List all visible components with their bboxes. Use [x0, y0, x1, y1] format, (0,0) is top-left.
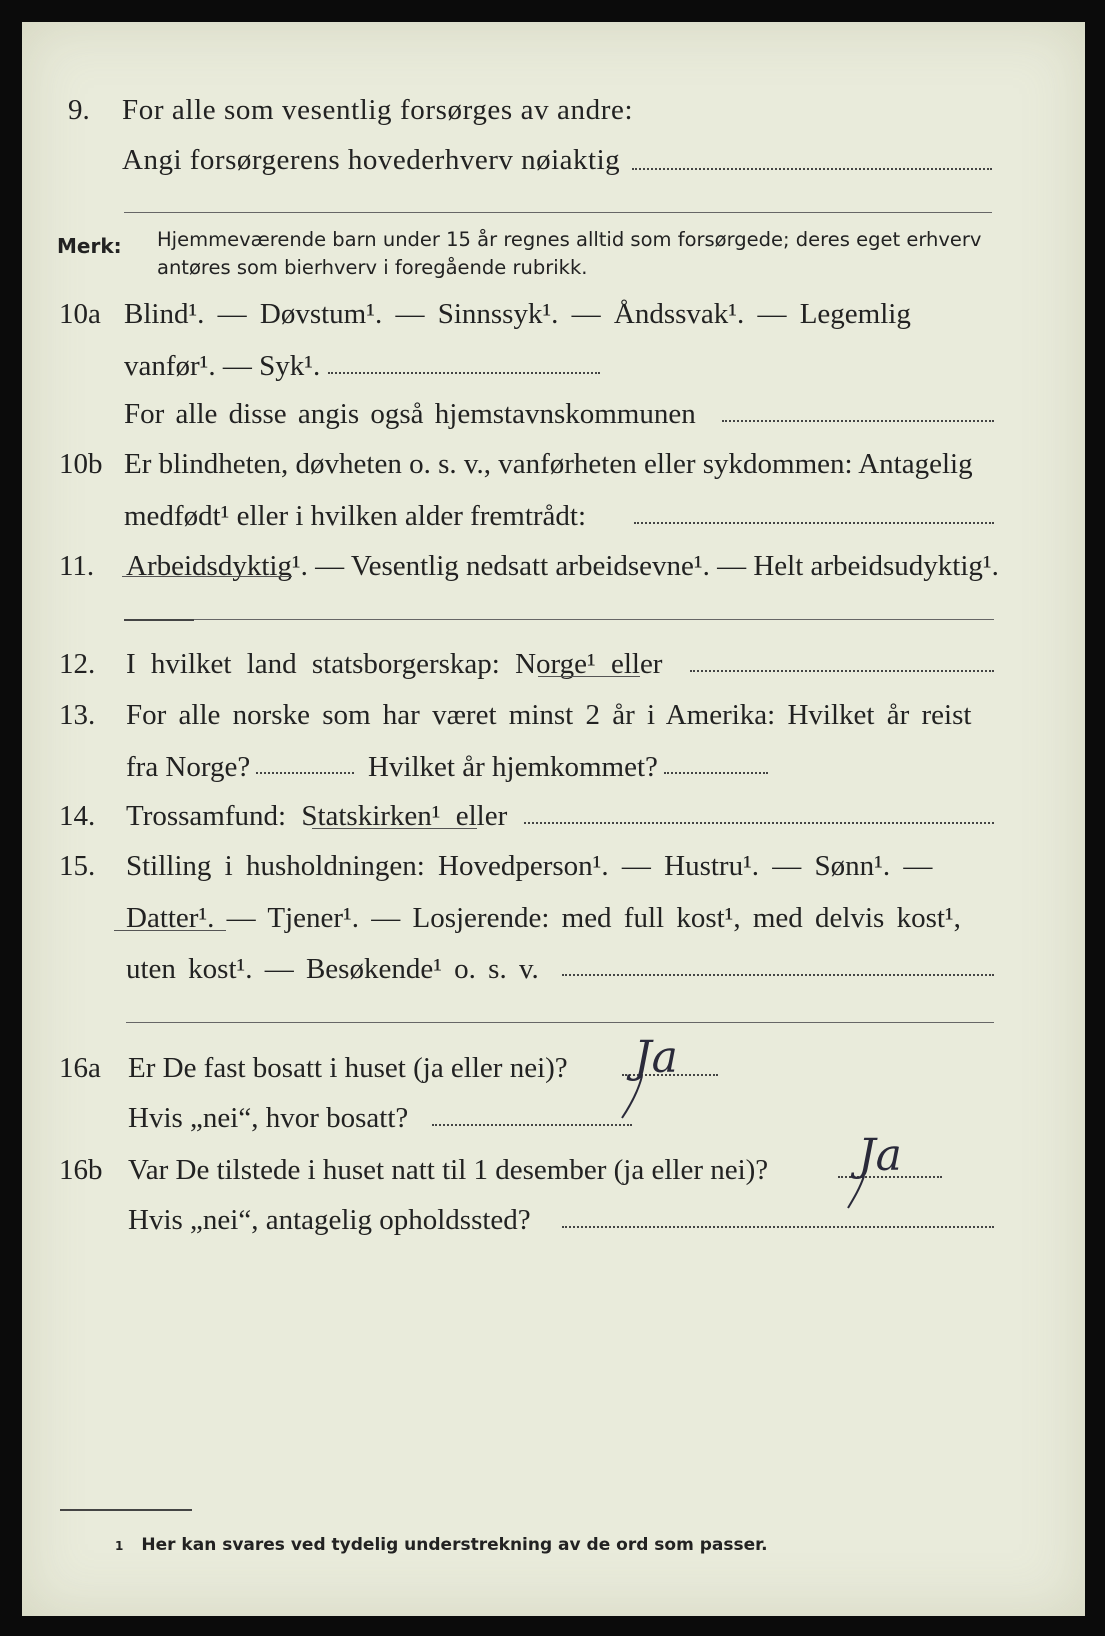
- q9-text-1: For alle som vesentlig forsørges av andre:: [122, 94, 634, 126]
- q14-number: 14.: [59, 800, 96, 832]
- q16a-pen-stroke: [618, 1074, 648, 1124]
- q10a-municipality-line[interactable]: [722, 420, 994, 422]
- merk-text-1: Hjemmeværende barn under 15 år regnes alltid som forsørgede; deres eget erhverv: [157, 228, 982, 251]
- q9-answer-line[interactable]: [632, 168, 992, 170]
- footnote: [115, 1535, 768, 1555]
- q16b-text-2: Hvis „nei“, antagelig opholdssted?: [128, 1204, 531, 1236]
- q15-text-1: Stilling i husholdningen: Hovedperson¹. — Hustru¹. — Sønn¹. —: [126, 850, 933, 882]
- q14-text-1: Trossamfund: Statskirken¹ eller: [126, 800, 508, 832]
- q10a-answer-line[interactable]: [328, 372, 600, 374]
- q16a-number: 16a: [59, 1052, 101, 1084]
- q16b-handwritten-answer: Ja: [858, 1130, 902, 1181]
- q11-answer-line[interactable]: [194, 619, 994, 620]
- q15-text-2: Datter¹. — Tjener¹. — Losjerende: med full kost¹, med delvis kost¹,: [126, 902, 961, 934]
- q12-answer-line[interactable]: [690, 670, 994, 672]
- q10a-text-3: For alle disse angis også hjemstavnskommunen: [124, 398, 696, 430]
- q12-underline-norge: [538, 676, 640, 677]
- q14-answer-line[interactable]: [524, 822, 994, 824]
- q10a-text-2: vanfør¹. — Syk¹.: [124, 350, 321, 382]
- q9-text-2: Angi forsørgerens hovederhverv nøiaktig: [122, 144, 621, 176]
- q9-answer-line-2[interactable]: [124, 212, 992, 213]
- q11-number: 11.: [59, 550, 95, 582]
- q13-text-1: For alle norske som har været minst 2 år i Amerika: Hvilket år reist: [126, 699, 972, 731]
- census-form-page: [22, 22, 1085, 1616]
- q16b-text-1: Var De tilstede i huset natt til 1 desember (ja eller nei)?: [128, 1154, 769, 1186]
- footnote-rule: [60, 1509, 192, 1511]
- q10b-text-1: Er blindheten, døvheten o. s. v., vanførheten eller sykdommen: Antagelig: [124, 448, 973, 480]
- q16a-handwritten-answer: Ja: [634, 1032, 678, 1083]
- q15-underline-datter: [114, 930, 226, 931]
- q10b-number: 10b: [59, 448, 103, 480]
- footnote-text: Her kan svares ved tydelig understrekning av de ord som passer.: [141, 1535, 768, 1555]
- q9-number: 9.: [68, 94, 90, 126]
- q14-underline-statskirken: [312, 828, 477, 829]
- q16b-number: 16b: [59, 1154, 103, 1186]
- q13-text-2a: fra Norge?: [126, 751, 251, 783]
- q16a-text-2: Hvis „nei“, hvor bosatt?: [128, 1102, 409, 1134]
- q16b-location-line[interactable]: [562, 1226, 994, 1228]
- q13-number: 13.: [59, 699, 96, 731]
- q12-text-1: I hvilket land statsborgerskap: Norge¹ eller: [126, 648, 663, 680]
- merk-text-2: antøres som bierhverv i foregående rubrikk.: [157, 256, 588, 279]
- q16a-text-1: Er De fast bosatt i huset (ja eller nei)?: [128, 1052, 568, 1084]
- q10a-text-1: Blind¹. — Døvstum¹. — Sinnssyk¹. — Åndssvak¹. — Legemlig: [124, 298, 911, 330]
- q13-text-2b: Hvilket år hjemkommet?: [368, 751, 658, 783]
- q11-text-1: Arbeidsdyktig¹. — Vesentlig nedsatt arbeidsevne¹. — Helt arbeidsudyktig¹.: [126, 550, 999, 582]
- q16b-pen-stroke: [842, 1174, 872, 1214]
- q13-departure-line[interactable]: [256, 772, 354, 774]
- q15-answer-line-2[interactable]: [126, 1022, 994, 1023]
- q13-return-line[interactable]: [664, 772, 768, 774]
- footnote-marker: 1: [115, 1539, 124, 1553]
- q11-answer-mark: [124, 619, 194, 621]
- q15-number: 15.: [59, 850, 96, 882]
- q11-underline-arbeidsdyktig: [122, 576, 292, 577]
- q12-number: 12.: [59, 648, 96, 680]
- q15-text-3: uten kost¹. — Besøkende¹ o. s. v.: [126, 953, 539, 985]
- q10b-answer-line[interactable]: [634, 522, 994, 524]
- q10a-number: 10a: [59, 298, 101, 330]
- merk-label: Merk:: [57, 234, 122, 258]
- q10b-text-2: medfødt¹ eller i hvilken alder fremtrådt:: [124, 500, 587, 532]
- q15-answer-line[interactable]: [562, 974, 994, 976]
- q16a-residence-line[interactable]: [432, 1124, 632, 1126]
